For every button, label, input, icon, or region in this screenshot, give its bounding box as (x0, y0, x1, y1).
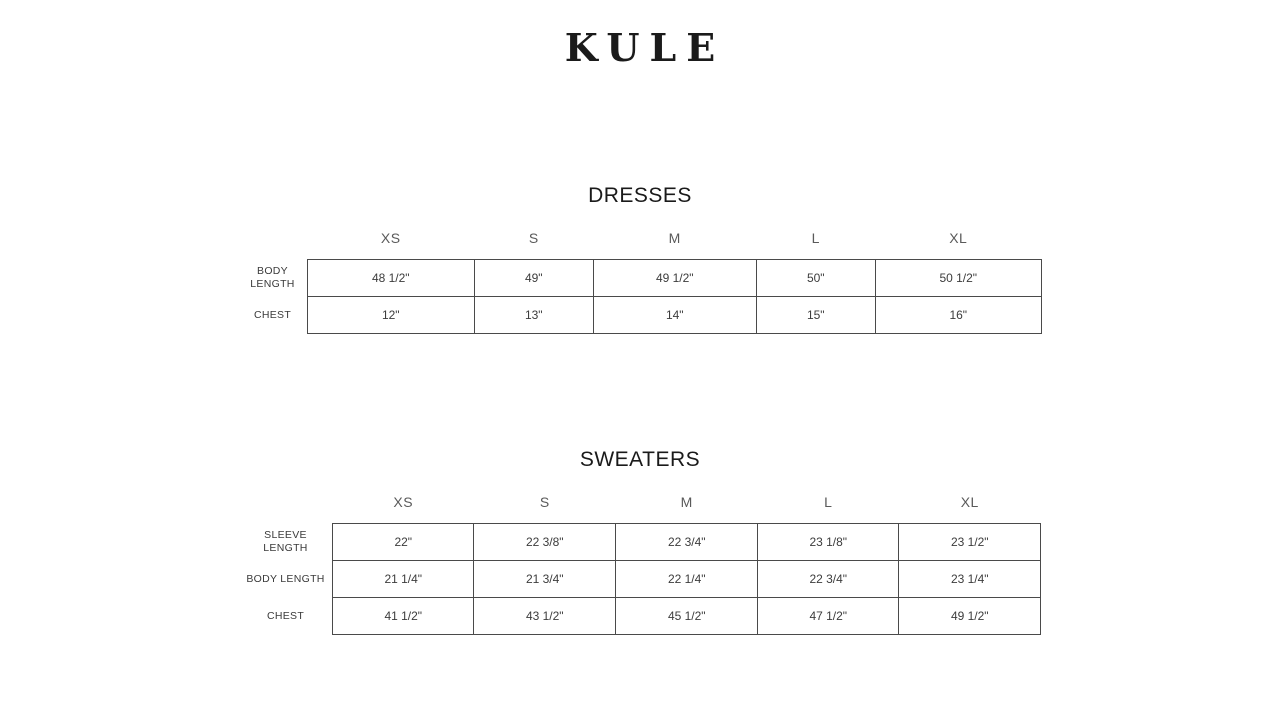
size-column-header: XL (960, 494, 979, 510)
size-column-header: XL (949, 230, 968, 246)
row-label: BODY LENGTH (250, 265, 295, 290)
size-value-cell: 16" (875, 297, 1041, 334)
size-value-cell: 15" (756, 297, 875, 334)
header-row (238, 230, 1041, 260)
header-row (239, 494, 1041, 524)
size-value-cell: 47 1/2" (758, 598, 899, 635)
size-column-header: XS (380, 230, 401, 246)
dresses-title: DRESSES (588, 184, 692, 207)
table-row (238, 260, 1041, 297)
table-row (239, 598, 1041, 635)
dresses-table-body (238, 260, 1041, 334)
size-value-cell: 13" (474, 297, 593, 334)
size-value-cell: 22 3/8" (474, 524, 616, 561)
size-value-cell: 49" (474, 260, 593, 297)
sweaters-size-table (239, 494, 1042, 635)
size-value-cell: 45 1/2" (616, 598, 758, 635)
table-row (238, 297, 1041, 334)
section-dresses (0, 184, 1280, 334)
size-column-header: L (811, 230, 820, 246)
row-label: SLEEVE LENGTH (263, 529, 308, 554)
table-row (239, 524, 1041, 561)
size-value-cell: 23 1/8" (758, 524, 899, 561)
corner-spacer (239, 494, 333, 524)
size-value-cell: 49 1/2" (899, 598, 1041, 635)
size-value-cell: 43 1/2" (474, 598, 616, 635)
row-label: CHEST (253, 308, 292, 321)
size-value-cell: 23 1/2" (899, 524, 1041, 561)
size-value-cell: 22 3/4" (758, 561, 899, 598)
size-value-cell: 14" (593, 297, 756, 334)
size-value-cell: 41 1/2" (333, 598, 474, 635)
sweaters-title: SWEATERS (579, 448, 701, 471)
size-value-cell: 12" (307, 297, 474, 334)
size-value-cell: 22" (333, 524, 474, 561)
brand-logo: KULE (564, 25, 726, 70)
size-value-cell: 50 1/2" (875, 260, 1041, 297)
sweaters-size-header-row (239, 494, 1041, 524)
size-column-header: M (668, 230, 681, 246)
dresses-size-table (238, 230, 1042, 334)
size-value-cell: 49 1/2" (593, 260, 756, 297)
size-column-header: S (539, 494, 550, 510)
size-column-header: XS (393, 494, 414, 510)
size-value-cell: 48 1/2" (307, 260, 474, 297)
section-sweaters (0, 448, 1280, 635)
row-label: CHEST (266, 609, 305, 622)
size-column-header: L (824, 494, 833, 510)
page-header (0, 26, 1280, 70)
corner-spacer (238, 230, 307, 260)
size-value-cell: 22 3/4" (616, 524, 758, 561)
table-row (239, 561, 1041, 598)
size-chart-sections (0, 184, 1280, 635)
dresses-size-header-row (238, 230, 1041, 260)
size-value-cell: 23 1/4" (899, 561, 1041, 598)
size-column-header: M (680, 494, 693, 510)
size-value-cell: 21 3/4" (474, 561, 616, 598)
size-value-cell: 21 1/4" (333, 561, 474, 598)
size-value-cell: 22 1/4" (616, 561, 758, 598)
sweaters-table-body (239, 524, 1041, 635)
size-column-header: S (528, 230, 539, 246)
size-value-cell: 50" (756, 260, 875, 297)
row-label: BODY LENGTH (246, 572, 325, 585)
